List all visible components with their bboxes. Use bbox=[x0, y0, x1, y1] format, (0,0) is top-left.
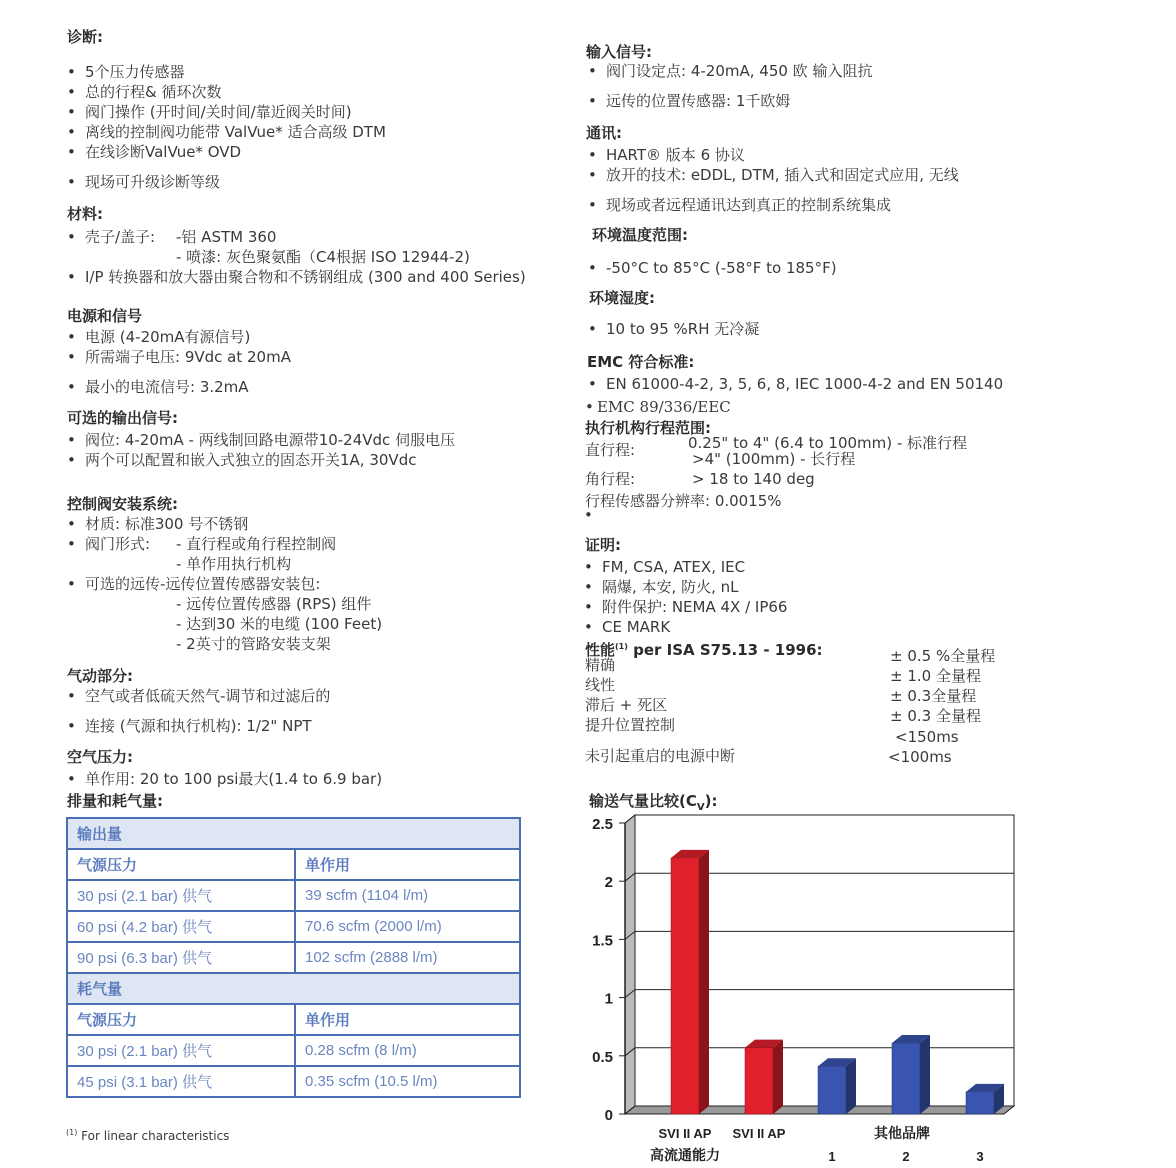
diagnostics-heading: 诊断: bbox=[67, 28, 103, 46]
list-item: • FM, CSA, ATEX, IEC bbox=[602, 558, 745, 576]
perf-value: ± 1.0 全量程 bbox=[890, 667, 981, 685]
remote-option: - 远传位置传感器 (RPS) 组件 bbox=[176, 595, 372, 613]
bar-side bbox=[920, 1035, 930, 1114]
list-item: • 所需端子电压: 9Vdc at 20mA bbox=[85, 348, 291, 366]
list-item: • 在线诊断ValVue* OVD bbox=[85, 143, 241, 161]
perf-value: <150ms bbox=[895, 728, 959, 746]
emc-heading: EMC 符合标准: bbox=[587, 353, 695, 371]
x-tick-sublabel: 高流通能力 bbox=[650, 1148, 720, 1163]
cert-heading: 证明: bbox=[585, 536, 621, 554]
bar bbox=[966, 1092, 994, 1114]
comm-heading: 通讯: bbox=[586, 124, 622, 142]
column-header: 单作用 bbox=[295, 1004, 520, 1035]
chart-title-sub: V bbox=[696, 802, 705, 813]
list-item: • CE MARK bbox=[602, 618, 670, 636]
table-row bbox=[67, 1066, 520, 1097]
list-item: • EMC 89/336/EEC bbox=[585, 398, 731, 416]
output-section-header: 输出量 bbox=[67, 818, 520, 849]
bar bbox=[671, 858, 699, 1114]
perf-heading-text: 性能 bbox=[585, 641, 616, 659]
table-row bbox=[67, 911, 520, 942]
list-item: • 现场或者远程通讯达到真正的控制系统集成 bbox=[606, 196, 891, 214]
footnote-text: For linear characteristics bbox=[81, 1129, 230, 1143]
table-cell: 45 psi (3.1 bar) 供气 bbox=[67, 1066, 295, 1097]
y-tick-label: 2.5 bbox=[592, 816, 613, 833]
table-cell: 30 psi (2.1 bar) 供气 bbox=[67, 880, 295, 911]
remote-option: - 达到30 米的电缆 (100 Feet) bbox=[176, 615, 383, 633]
list-item: • 空气或者低硫天然气-调节和过滤后的 bbox=[85, 687, 330, 705]
linear-value: 0.25" to 4" (6.4 to 100mm) - 标准行程 bbox=[688, 434, 968, 452]
list-item: • HART® 版本 6 协议 bbox=[606, 146, 745, 164]
footnote bbox=[66, 1124, 229, 1145]
bar bbox=[892, 1043, 920, 1114]
bar-side bbox=[846, 1058, 856, 1114]
list-item: • EN 61000-4-2, 3, 5, 6, 8, IEC 1000-4-2 and EN 50140 bbox=[606, 375, 1003, 393]
materials-heading: 材料: bbox=[67, 205, 103, 223]
perf-sup: (1) bbox=[615, 642, 628, 651]
y-tick-label: 0 bbox=[604, 1107, 613, 1124]
list-item: • 总的行程& 循环次数 bbox=[85, 83, 221, 101]
list-item: • 单作用: 20 to 100 psi最大(1.4 to 6.9 bar) bbox=[85, 770, 382, 788]
group-label: 其他品牌 bbox=[874, 1126, 930, 1142]
perf-value: ± 0.5 %全量程 bbox=[890, 647, 996, 665]
table-cell: 102 scfm (2888 l/m) bbox=[295, 942, 520, 973]
y-tick-label: 1 bbox=[604, 990, 613, 1008]
valve-type-label: • 阀门形式: bbox=[85, 535, 150, 553]
list-item: • 电源 (4-20mA有源信号) bbox=[85, 328, 250, 346]
perf-value: ± 0.3 全量程 bbox=[890, 707, 981, 725]
rotary-value: > 18 to 140 deg bbox=[692, 470, 815, 488]
housing-value: -铝 ASTM 360 bbox=[176, 228, 277, 246]
x-tick-label: 3 bbox=[976, 1149, 984, 1163]
linear-value: >4" (100mm) - 长行程 bbox=[692, 450, 856, 468]
list-item: • 放开的技术: eDDL, DTM, 插入式和固定式应用, 无线 bbox=[606, 166, 959, 184]
table-row bbox=[67, 880, 520, 911]
table-cell: 39 scfm (1104 l/m) bbox=[295, 880, 520, 911]
x-tick-label: SVI II AP bbox=[732, 1126, 786, 1141]
list-item: • 连接 (气源和执行机构): 1/2" NPT bbox=[85, 717, 312, 735]
list-item: • 阀门设定点: 4-20mA, 450 欧 输入阻抗 bbox=[606, 62, 872, 80]
pneumatics-heading: 气动部分: bbox=[67, 667, 133, 685]
perf-label: 线性 bbox=[585, 676, 616, 694]
table-cell: 60 psi (4.2 bar) 供气 bbox=[67, 911, 295, 942]
perf-label: 精确 bbox=[585, 656, 616, 674]
optional-output-heading: 可选的输出信号: bbox=[67, 409, 178, 427]
rotary-label: 角行程: bbox=[585, 470, 636, 488]
chart-title-end: ): bbox=[704, 792, 718, 810]
perf-heading bbox=[585, 638, 823, 659]
y-tick-label: 1.5 bbox=[592, 932, 613, 950]
humidity-heading: 环境湿度: bbox=[589, 289, 655, 307]
perf-value: <100ms bbox=[888, 748, 952, 766]
resolution: 行程传感器分辨率: 0.0015% bbox=[585, 492, 782, 510]
plot-side-wall bbox=[625, 815, 635, 1114]
bullet-dot: • bbox=[584, 506, 593, 524]
footnote-mark: (1) bbox=[66, 1128, 78, 1137]
remote-option: - 2英寸的管路安装支架 bbox=[176, 635, 331, 653]
table-title: 排量和耗气量: bbox=[67, 792, 163, 810]
x-tick-label: SVI II AP bbox=[658, 1126, 712, 1141]
x-tick-label: 1 bbox=[828, 1149, 836, 1163]
actuator-heading: 执行机构行程范围: bbox=[585, 419, 711, 437]
list-item: • 远传的位置传感器: 1千欧姆 bbox=[606, 92, 790, 110]
mounting-heading: 控制阀安装系统: bbox=[67, 495, 178, 513]
table-cell: 0.35 scfm (10.5 l/m) bbox=[295, 1066, 520, 1097]
valve-type-value: - 单作用执行机构 bbox=[176, 555, 292, 573]
input-heading: 输入信号: bbox=[586, 43, 652, 61]
list-item: • 离线的控制阀功能带 ValVue* 适合高级 DTM bbox=[85, 123, 386, 141]
perf-label: 提升位置控制 bbox=[585, 716, 676, 734]
list-item: • 附件保护: NEMA 4X / IP66 bbox=[602, 598, 787, 616]
power-heading: 电源和信号 bbox=[67, 307, 143, 325]
bar bbox=[745, 1048, 773, 1114]
consumption-section-header: 耗气量 bbox=[67, 973, 520, 1004]
list-item: • 阀门操作 (开时间/关时间/靠近阀关时间) bbox=[85, 103, 352, 121]
list-item: • 10 to 95 %RH 无冷凝 bbox=[606, 320, 759, 338]
list-item: • -50°C to 85°C (-58°F to 185°F) bbox=[606, 259, 837, 277]
paint-value: - 喷漆: 灰色聚氨酯（C4根据 ISO 12944-2) bbox=[176, 248, 470, 266]
perf-label: 滞后 + 死区 bbox=[585, 696, 668, 714]
list-item: • 阀位: 4-20mA - 两线制回路电源带10-24Vdc 伺服电压 bbox=[85, 431, 455, 449]
perf-value: ± 0.3全量程 bbox=[890, 687, 977, 705]
list-item: • 材质: 标准300 号不锈钢 bbox=[85, 515, 248, 533]
bar-side bbox=[699, 850, 709, 1114]
chart-title-text: 输送气量比较(C bbox=[589, 792, 697, 810]
table-cell: 70.6 scfm (2000 l/m) bbox=[295, 911, 520, 942]
list-item: • 两个可以配置和嵌入式独立的固态开关1A, 30Vdc bbox=[85, 451, 416, 469]
air-pressure-heading: 空气压力: bbox=[67, 748, 133, 766]
list-item: • 可选的远传-远传位置传感器安装包: bbox=[85, 575, 320, 593]
column-header: 单作用 bbox=[295, 849, 520, 880]
y-tick-label: 0.5 bbox=[592, 1048, 613, 1066]
emc-directive: EMC 89/336/EEC bbox=[597, 398, 731, 416]
list-item: • 隔爆, 本安, 防火, nL bbox=[602, 578, 738, 596]
table-row bbox=[67, 1035, 520, 1066]
list-item: • I/P 转换器和放大器由聚合物和不锈钢组成 (300 and 400 Series) bbox=[85, 268, 526, 286]
list-item: • 最小的电流信号: 3.2mA bbox=[85, 378, 249, 396]
bar-side bbox=[773, 1040, 783, 1114]
table-cell: 0.28 scfm (8 l/m) bbox=[295, 1035, 520, 1066]
cv-bar-chart bbox=[580, 808, 1040, 1163]
table-row bbox=[67, 942, 520, 973]
column-header: 气源压力 bbox=[67, 849, 295, 880]
valve-type-value: - 直行程或角行程控制阀 bbox=[176, 535, 337, 553]
x-tick-label: 2 bbox=[902, 1149, 910, 1163]
list-item: • 现场可升级诊断等级 bbox=[85, 173, 220, 191]
housing-label: • 壳子/盖子: bbox=[85, 228, 155, 246]
perf-heading-tail: per ISA S75.13 - 1996: bbox=[627, 641, 823, 659]
y-tick-label: 2 bbox=[604, 874, 613, 892]
table-cell: 30 psi (2.1 bar) 供气 bbox=[67, 1035, 295, 1066]
table-cell: 90 psi (6.3 bar) 供气 bbox=[67, 942, 295, 973]
temp-heading: 环境温度范围: bbox=[592, 226, 688, 244]
column-header: 气源压力 bbox=[67, 1004, 295, 1035]
bar bbox=[818, 1066, 846, 1114]
linear-label: 直行程: bbox=[585, 441, 636, 459]
list-item: • 5个压力传感器 bbox=[85, 63, 185, 81]
flow-table bbox=[66, 817, 521, 1098]
perf-label: 未引起重启的电源中断 bbox=[585, 747, 736, 765]
